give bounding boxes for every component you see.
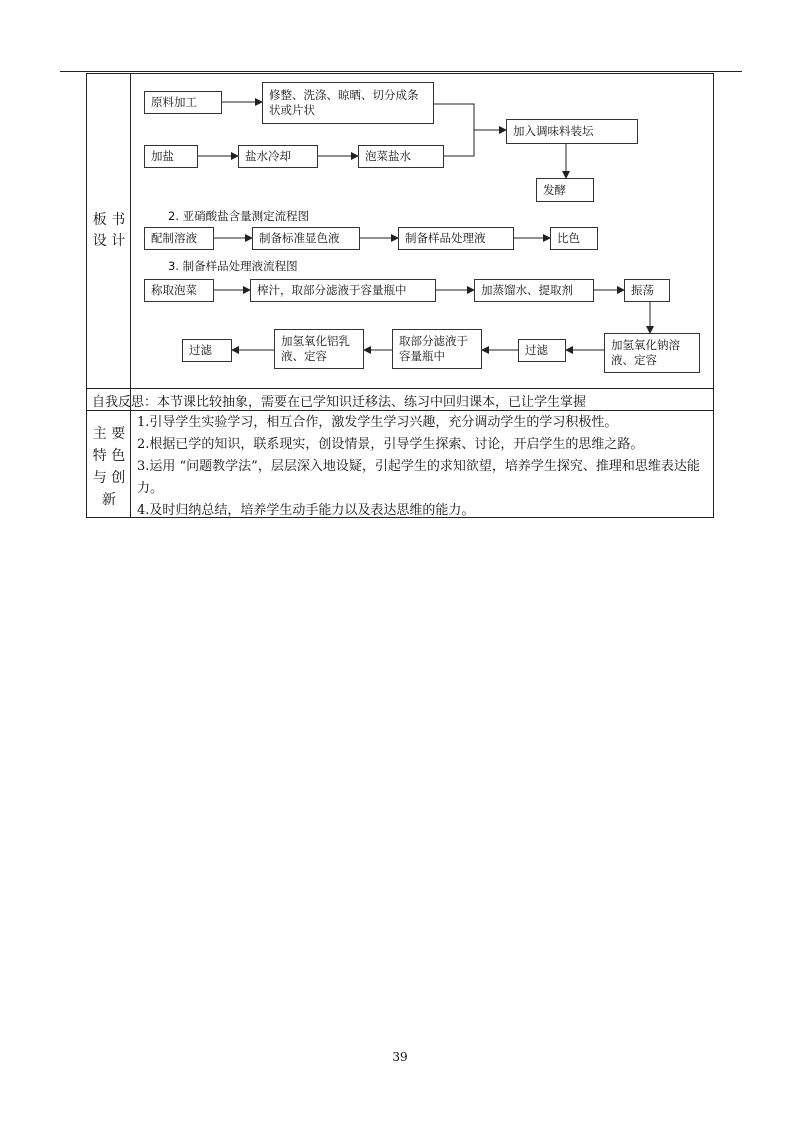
flow3-step2-box: 榨汁，取部分滤液于容量瓶中 [250,279,436,302]
flow2-step2-box: 制备标准显色液 [252,227,360,250]
flow3-caption: 3. 制备样品处理液流程图 [168,259,298,273]
flow3-step3-box: 加蒸馏水、提取剂 [474,279,594,302]
feature-item: 3.运用 “问题教学法”，层层深入地设疑，引起学生的求知欲望，培养学生探究、推理和思维表达能力。 [137,459,700,496]
flow2-step4-box: 比色 [550,227,598,250]
features-label-line1: 主 要 [92,426,126,442]
features-label-line4: 新 [102,492,116,508]
flow3-step1-box: 称取泡菜 [144,279,214,302]
flow2-step1-box: 配制溶液 [144,227,214,250]
flow3-step5-box: 加氢氧化钠溶液、定容 [604,333,700,373]
flow1-brine-box: 泡菜盐水 [358,145,444,168]
page-number: 39 [392,1050,408,1064]
flow2-caption: 2. 亚硝酸盐含量测定流程图 [168,209,310,223]
flow1-trim-box: 修整、洗涤、晾晒、切分成条状或片状 [262,82,434,124]
features-label-line3: 与 创 [92,470,126,486]
flow1-salt-box: 加盐 [144,145,198,168]
flow3-step8-box: 加氢氧化铝乳液、定容 [274,329,364,369]
flow3-step4-box: 振荡 [624,279,670,302]
flow1-raw-box: 原料加工 [144,91,222,114]
flow3-step6-box: 过滤 [518,339,566,362]
features-list [137,412,709,522]
feature-item: 4.及时归纳总结，培养学生动手能力以及表达思维的能力。 [137,503,475,518]
flow1-cool-box: 盐水冷却 [238,145,318,168]
features-label [90,423,128,511]
row-divider-reflection [86,410,714,411]
flow2-step3-box: 制备样品处理液 [398,227,514,250]
board-label-line2: 设 计 [92,233,126,249]
self-reflection-text: 自我反思：本节课比较抽象，需要在已学知识迁移法、练习中回归课本，已让学生掌握 [92,395,587,410]
flow1-jar-box: 加入调味料装坛 [506,119,638,144]
feature-item: 1.引导学生实验学习，相互合作，激发学生学习兴趣，充分调动学生的学习积极性。 [137,415,618,430]
flow1-ferment-box: 发酵 [536,178,594,202]
feature-item: 2.根据已学的知识，联系现实，创设情景，引导学生探索、讨论，开启学生的思维之路。 [137,437,644,452]
board-label-line1: 板 书 [92,212,126,228]
flow3-step7-box: 取部分滤液于容量瓶中 [392,329,482,369]
flow3-step9-box: 过滤 [182,339,232,362]
features-label-line2: 特 色 [92,448,126,464]
